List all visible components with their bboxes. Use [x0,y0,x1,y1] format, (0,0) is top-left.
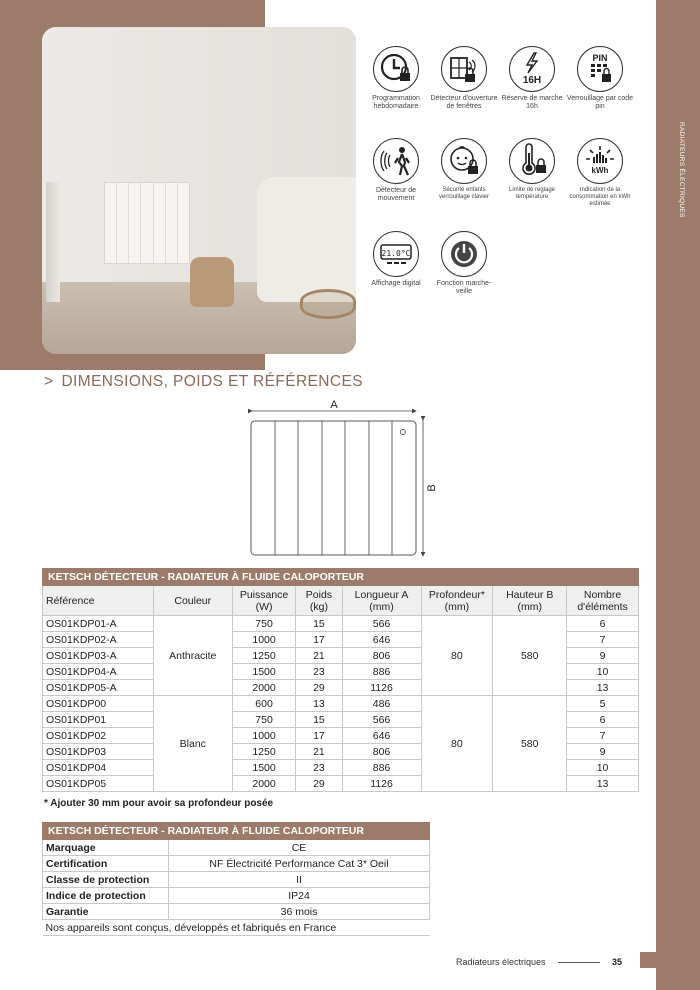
svg-text:21.0°C: 21.0°C [381,249,411,258]
table-row: Marquage CE [43,840,430,856]
chevron-right-icon: > [44,373,54,390]
specs-footer-row: Nos appareils sont conçus, développés et fabriqués en France [43,920,430,936]
pin-lock-icon [577,46,623,92]
footer-divider [558,962,600,963]
feature-consommation: kWh Indication de la consommation en kWh estimée [566,138,634,208]
specs-table-title: KETSCH DÉTECTEUR - RADIATEUR À FLUIDE CALOPORTEUR [43,823,430,840]
table-row: OS01KDP04 1500 23 886 10 [43,760,639,776]
section-title: > DIMENSIONS, POIDS ET RÉFÉRENCES [44,373,363,390]
window-detect-icon [441,46,487,92]
power-button-icon [441,231,487,277]
table-row: OS01KDP01-A Anthracite 750 15 566 80 580 6 [43,616,639,632]
feature-reserve: 16H Réserve de marche 16h [498,46,566,111]
product-photo [42,27,356,354]
table-row: OS01KDP05-A 2000 29 1126 13 [43,680,639,696]
feature-programmation: Programmation hebdomadaire [362,46,430,111]
child-lock-icon [441,138,487,184]
specs-table [42,822,430,936]
references-header-row: Référence Couleur Puissance (W) Poids (kg) Longueur A (mm) Profondeur* (mm) Hauteur B (mm) Nombre d'éléments [43,586,639,616]
svg-text:16H: 16H [522,75,542,86]
table-row: OS01KDP03 1250 21 806 9 [43,744,639,760]
svg-text:kWh: kWh [591,166,609,175]
dimension-label-a: A [330,399,338,411]
table-row: Garantie 36 mois [43,904,430,920]
feature-affichage: 21.0°C Affichage digital [362,231,430,288]
table-row: Certification NF Électricité Performance Cat 3* Oeil [43,856,430,872]
feature-marche-veille: Fonction marche-veille [430,231,498,296]
footer-category: Radiateurs électriques [456,957,546,967]
footer-tab [640,952,656,968]
kwh-meter-icon [577,138,623,184]
references-table-title: KETSCH DÉTECTEUR - RADIATEUR À FLUIDE CALOPORTEUR [43,569,639,586]
digital-display-icon [373,231,419,277]
feature-mouvement: Détecteur de mouvement [362,138,430,203]
table-row: Indice de protection IP24 [43,888,430,904]
references-table [42,568,639,792]
feature-pin: PIN Verrouillage par code pin [566,46,634,111]
table-row: OS01KDP02 1000 17 646 7 [43,728,639,744]
feature-temperature: Limite de reglage température [498,138,566,201]
thermometer-lock-icon [509,138,555,184]
motion-detect-icon [373,138,419,184]
table-row: OS01KDP05 2000 29 1126 13 [43,776,639,792]
table-row: OS01KDP04-A 1500 23 886 10 [43,664,639,680]
depth-note: * Ajouter 30 mm pour avoir sa profondeur posée [44,798,274,809]
table-row: OS01KDP03-A 1250 21 806 9 [43,648,639,664]
side-category-label: RADIATEURS ÉLECTRIQUES [678,122,685,218]
radiator-dimension-diagram [246,398,446,563]
lightning-16h-icon [509,46,555,92]
svg-text:PIN: PIN [592,53,608,63]
table-row: OS01KDP02-A 1000 17 646 7 [43,632,639,648]
page-number: 35 [612,957,623,967]
radiator-image [104,182,190,264]
clock-lock-icon [373,46,419,92]
dimension-label-b: B [426,484,438,492]
table-row: Classe de protection II [43,872,430,888]
feature-fenetre: Détecteur d'ouverture de fenêtres [430,46,498,111]
feature-enfants: Sécurité enfants verrouillage clavier [430,138,498,201]
table-row: OS01KDP00 Blanc 600 13 486 80 580 5 [43,696,639,712]
table-row: OS01KDP01 750 15 566 6 [43,712,639,728]
